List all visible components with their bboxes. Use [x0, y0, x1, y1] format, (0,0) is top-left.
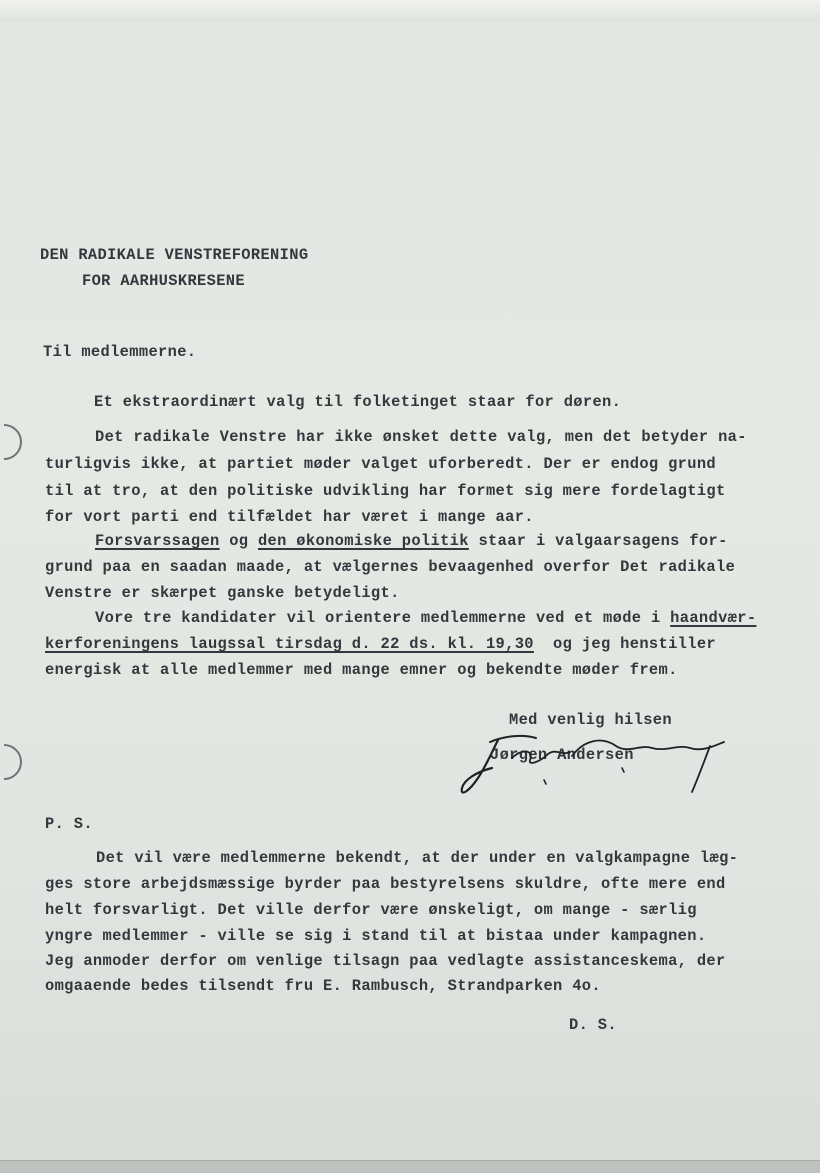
underlined-defense-issue: Forsvarssagen	[95, 532, 220, 550]
text-segment: staar i valgaarsagens for-	[468, 532, 728, 550]
underlined-venue-date: kerforeningens laugssal tirsdag d. 22 ds. kl. 19,30	[45, 635, 534, 653]
ps-label: P. S.	[45, 815, 93, 833]
salutation: Til medlemmerne.	[43, 343, 197, 361]
body-paragraph-2-line-4: for vort parti end tilfældet har været i mange aar.	[45, 508, 534, 526]
body-paragraph-1: Et ekstraordinært valg til folketinget staar for døren.	[94, 393, 622, 411]
handwritten-signature	[452, 722, 742, 804]
body-paragraph-2-line-3: til at tro, at den politiske udvikling har formet sig mere fordelagtigt	[45, 482, 726, 500]
text-segment: Vore tre kandidater vil orientere medlemmerne ved et møde i	[95, 609, 671, 627]
underlined-venue: haandvær-	[670, 609, 757, 627]
signer-name: Jørgen Andersen	[490, 746, 634, 764]
body-paragraph-2-line-1: Det radikale Venstre har ikke ønsket dette valg, men det betyder na-	[95, 428, 747, 446]
body-paragraph-3-line-2: grund paa en saadan maade, at vælgernes bevaagenhed overfor Det radikale	[45, 558, 736, 576]
underlined-economic-policy: den økonomiske politik	[257, 532, 469, 550]
letterhead-line-2: FOR AARHUSKRESENE	[82, 272, 245, 290]
paper-stack-edge	[0, 0, 820, 23]
ps-line-3: helt forsvarligt. Det ville derfor være ønskeligt, om mange - særlig	[45, 901, 697, 919]
body-paragraph-4-line-3: energisk at alle medlemmer med mange emner og bekendte møder frem.	[45, 661, 678, 679]
closing-greeting: Med venlig hilsen	[509, 711, 672, 729]
background-surface	[0, 1160, 820, 1173]
body-paragraph-4-line-1	[95, 609, 756, 627]
ps-end-mark: D. S.	[569, 1016, 617, 1034]
ps-line-1: Det vil være medlemmerne bekendt, at der under en valgkampagne læg-	[96, 849, 739, 867]
body-paragraph-3-line-3: Venstre er skærpet ganske betydeligt.	[45, 584, 400, 602]
ps-line-2: ges store arbejdsmæssige byrder paa bestyrelsens skuldre, ofte mere end	[45, 875, 726, 893]
body-paragraph-2-line-2: turligvis ikke, at partiet møder valget uforberedt. Der er endog grund	[45, 455, 717, 473]
body-paragraph-4-line-2	[45, 635, 716, 653]
body-paragraph-3-line-1	[95, 532, 728, 550]
letterhead-line-1: DEN RADIKALE VENSTREFORENING	[40, 246, 309, 264]
text-segment: og	[219, 532, 258, 550]
ps-line-6: omgaaende bedes tilsendt fru E. Rambusch, Strandparken 4o.	[45, 977, 601, 995]
ps-line-4: yngre medlemmer - ville se sig i stand til at bistaa under kampagnen.	[45, 927, 707, 945]
ps-line-5: Jeg anmoder derfor om venlige tilsagn paa vedlagte assistanceskema, der	[45, 952, 726, 970]
text-segment: og jeg henstiller	[533, 635, 717, 653]
